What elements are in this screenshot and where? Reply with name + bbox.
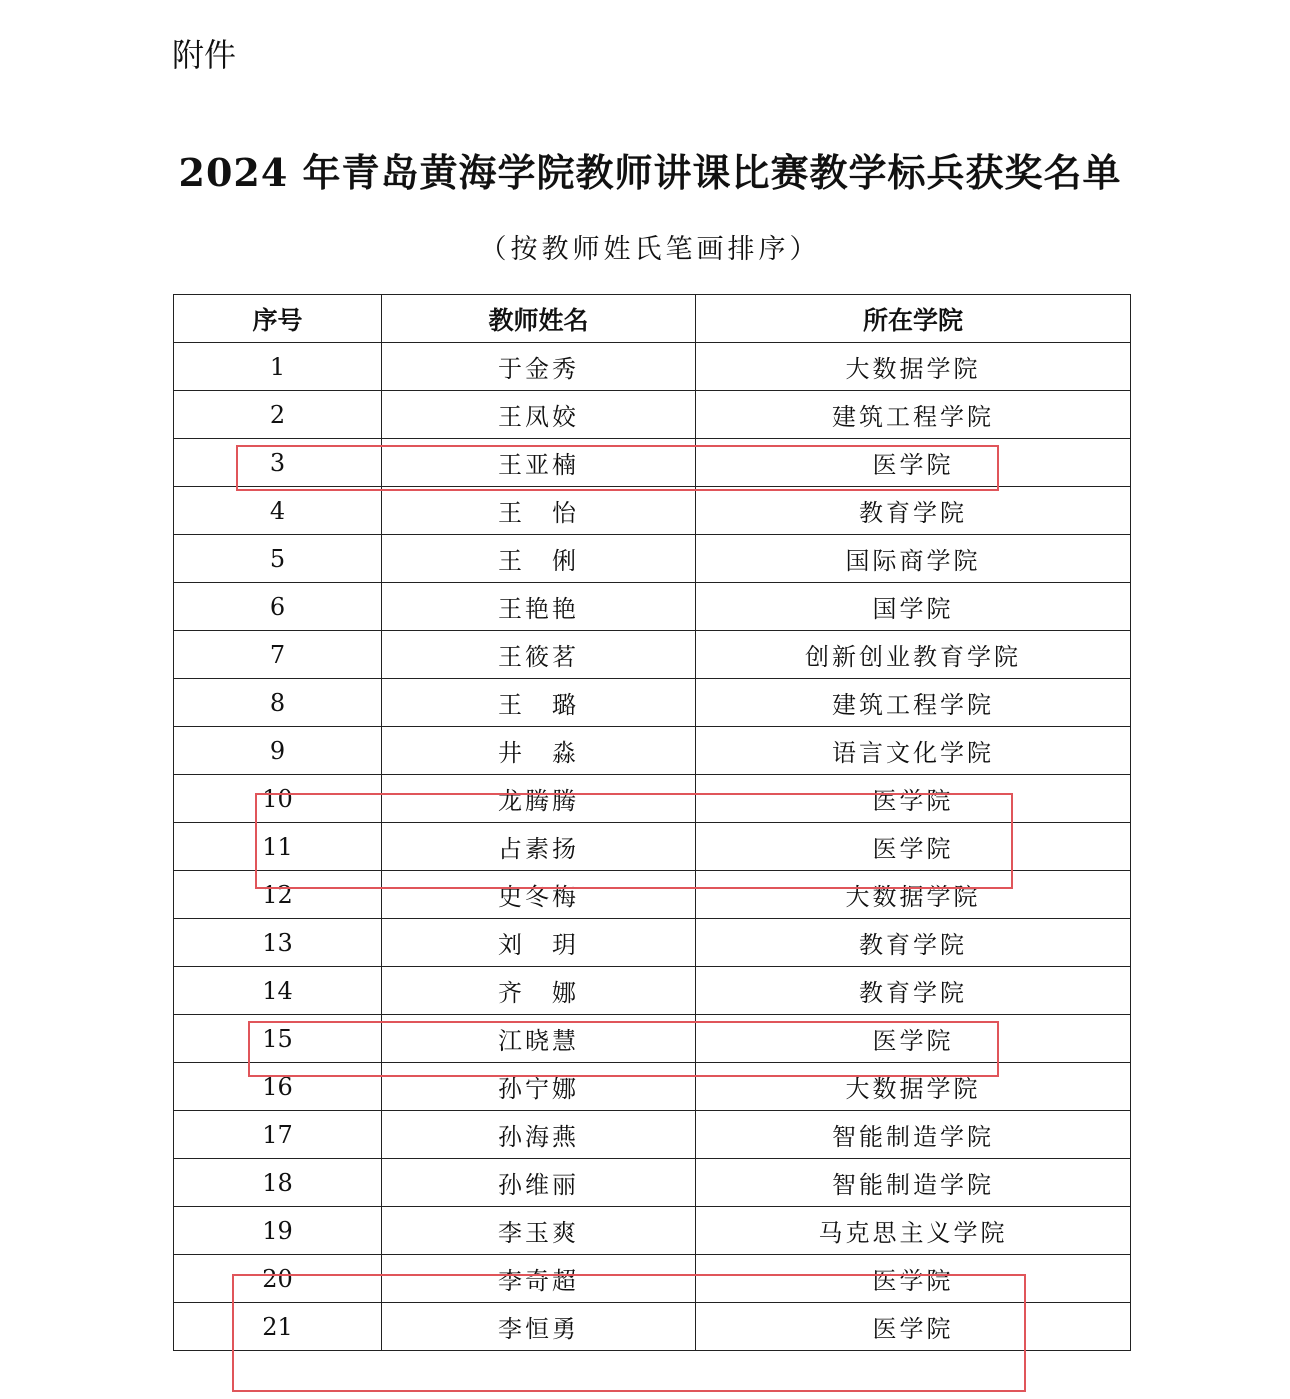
cell-number: 16 — [174, 1063, 382, 1111]
cell-teacher-name: 井 淼 — [382, 727, 696, 775]
table-row — [174, 1111, 1131, 1159]
table-row — [174, 1159, 1131, 1207]
cell-number: 5 — [174, 535, 382, 583]
table-row — [174, 343, 1131, 391]
cell-teacher-name: 李玉爽 — [382, 1207, 696, 1255]
cell-college: 智能制造学院 — [696, 1111, 1131, 1159]
cell-number: 18 — [174, 1159, 382, 1207]
highlight-box-row-15 — [248, 1021, 999, 1077]
highlight-box-rows-20-21 — [232, 1274, 1026, 1392]
table-row — [174, 583, 1131, 631]
cell-college: 国际商学院 — [696, 535, 1131, 583]
header-college: 所在学院 — [696, 295, 1131, 343]
cell-college: 语言文化学院 — [696, 727, 1131, 775]
cell-number: 1 — [174, 343, 382, 391]
cell-college: 医学院 — [696, 439, 1131, 487]
cell-number: 10 — [174, 775, 382, 823]
cell-college: 创新创业教育学院 — [696, 631, 1131, 679]
cell-number: 17 — [174, 1111, 382, 1159]
cell-teacher-name: 于金秀 — [382, 343, 696, 391]
cell-college: 教育学院 — [696, 919, 1131, 967]
highlight-box-rows-10-11 — [255, 793, 1013, 889]
table-row — [174, 727, 1131, 775]
cell-college: 教育学院 — [696, 967, 1131, 1015]
cell-teacher-name: 李恒勇 — [382, 1303, 696, 1351]
highlight-box-row-3 — [236, 445, 999, 491]
header-number: 序号 — [174, 295, 382, 343]
table-row — [174, 919, 1131, 967]
cell-college: 建筑工程学院 — [696, 391, 1131, 439]
cell-teacher-name: 龙腾腾 — [382, 775, 696, 823]
cell-teacher-name: 刘 玥 — [382, 919, 696, 967]
cell-college: 医学院 — [696, 1303, 1131, 1351]
cell-teacher-name: 孙宁娜 — [382, 1063, 696, 1111]
cell-teacher-name: 王 俐 — [382, 535, 696, 583]
cell-college: 医学院 — [696, 823, 1131, 871]
cell-number: 8 — [174, 679, 382, 727]
cell-teacher-name: 王凤姣 — [382, 391, 696, 439]
cell-college: 大数据学院 — [696, 343, 1131, 391]
table-row — [174, 1207, 1131, 1255]
cell-teacher-name: 李奇超 — [382, 1255, 696, 1303]
cell-college: 建筑工程学院 — [696, 679, 1131, 727]
table-row — [174, 967, 1131, 1015]
cell-college: 国学院 — [696, 583, 1131, 631]
cell-number: 3 — [174, 439, 382, 487]
cell-college: 医学院 — [696, 1255, 1131, 1303]
cell-number: 15 — [174, 1015, 382, 1063]
attachment-label: 附件 — [172, 36, 237, 74]
document-title: 2024 年青岛黄海学院教师讲课比赛教学标兵获奖名单 — [178, 150, 1122, 195]
cell-college: 教育学院 — [696, 487, 1131, 535]
cell-teacher-name: 占素扬 — [382, 823, 696, 871]
table-row — [174, 391, 1131, 439]
cell-college: 医学院 — [696, 775, 1131, 823]
table-row — [174, 631, 1131, 679]
cell-college: 大数据学院 — [696, 871, 1131, 919]
cell-number: 9 — [174, 727, 382, 775]
cell-number: 20 — [174, 1255, 382, 1303]
table-row — [174, 487, 1131, 535]
cell-teacher-name: 王艳艳 — [382, 583, 696, 631]
cell-number: 2 — [174, 391, 382, 439]
cell-number: 11 — [174, 823, 382, 871]
document-subtitle: （按教师姓氏笔画排序） — [479, 234, 821, 265]
cell-teacher-name: 孙海燕 — [382, 1111, 696, 1159]
cell-teacher-name: 孙维丽 — [382, 1159, 696, 1207]
table-header-row — [174, 295, 1131, 343]
cell-teacher-name: 王筱茗 — [382, 631, 696, 679]
cell-number: 13 — [174, 919, 382, 967]
cell-number: 14 — [174, 967, 382, 1015]
cell-college: 智能制造学院 — [696, 1159, 1131, 1207]
cell-teacher-name: 王亚楠 — [382, 439, 696, 487]
cell-number: 21 — [174, 1303, 382, 1351]
table-row — [174, 679, 1131, 727]
cell-teacher-name: 齐 娜 — [382, 967, 696, 1015]
cell-college: 医学院 — [696, 1015, 1131, 1063]
cell-teacher-name: 江晓慧 — [382, 1015, 696, 1063]
cell-number: 4 — [174, 487, 382, 535]
cell-teacher-name: 史冬梅 — [382, 871, 696, 919]
cell-college: 马克思主义学院 — [696, 1207, 1131, 1255]
cell-number: 6 — [174, 583, 382, 631]
cell-number: 7 — [174, 631, 382, 679]
cell-number: 12 — [174, 871, 382, 919]
cell-number: 19 — [174, 1207, 382, 1255]
cell-teacher-name: 王 怡 — [382, 487, 696, 535]
cell-teacher-name: 王 璐 — [382, 679, 696, 727]
table-row — [174, 535, 1131, 583]
cell-college: 大数据学院 — [696, 1063, 1131, 1111]
header-teacher-name: 教师姓名 — [382, 295, 696, 343]
